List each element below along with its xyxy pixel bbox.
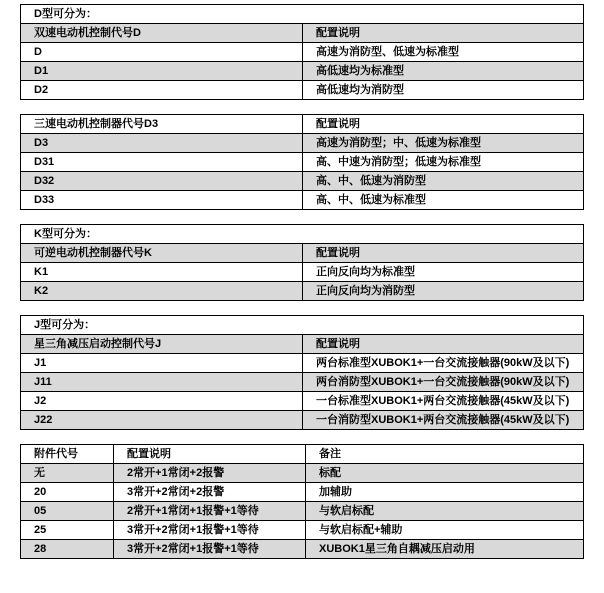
config-cell: 一台消防型XUBOK1+两台交流接触器(45kW及以下) [303,411,584,430]
remark-cell: XUBOK1星三角自耦减压启动用 [306,540,584,559]
code-cell: J22 [21,411,303,430]
config-cell: 正向反向均为消防型 [303,282,584,301]
table-row [21,540,584,559]
remark-cell: 加辅助 [306,483,584,502]
table-row [21,62,584,81]
code-cell: 20 [21,483,114,502]
table-row [21,521,584,540]
table-row [21,172,584,191]
header-row [21,244,584,263]
table-row [21,354,584,373]
code-cell: J2 [21,392,303,411]
config-cell: 正向反向均为标准型 [303,263,584,282]
code-cell: D31 [21,153,303,172]
table-title: D型可分为： [21,5,584,24]
code-cell: J1 [21,354,303,373]
code-cell: K1 [21,263,303,282]
code-cell: K2 [21,282,303,301]
table-row [21,392,584,411]
config-cell: 两台标准型XUBOK1+一台交流接触器(90kW及以下) [303,354,584,373]
table-row [21,263,584,282]
table-row [21,43,584,62]
config-cell: 高、中、低速为标准型 [303,191,584,210]
remark-cell: 与软启标配+辅助 [306,521,584,540]
config-column-header: 配置说明 [303,244,584,263]
code-cell: 28 [21,540,114,559]
config-column-header: 配置说明 [114,445,306,464]
three-speed-d3-table [20,114,584,210]
config-cell: 高低速均为消防型 [303,81,584,100]
table-row [21,464,584,483]
code-cell: D32 [21,172,303,191]
config-cell: 2常开+1常闭+2报警 [114,464,306,483]
table-row [21,134,584,153]
config-cell: 2常开+1常闭+1报警+1等待 [114,502,306,521]
code-cell: D2 [21,81,303,100]
config-cell: 两台消防型XUBOK1+一台交流接触器(90kW及以下) [303,373,584,392]
header-row [21,445,584,464]
config-cell: 高速为消防型、低速为标准型 [303,43,584,62]
config-cell: 3常开+2常闭+1报警+1等待 [114,521,306,540]
code-cell: D3 [21,134,303,153]
table-title: J型可分为： [21,316,584,335]
header-row [21,115,584,134]
code-cell: J11 [21,373,303,392]
table-title-row [21,225,584,244]
remark-cell: 标配 [306,464,584,483]
code-column-header: 可逆电动机控制器代号K [21,244,303,263]
table-row [21,153,584,172]
config-cell: 3常开+2常闭+2报警 [114,483,306,502]
config-cell: 一台标准型XUBOK1+两台交流接触器(45kW及以下) [303,392,584,411]
code-cell: 25 [21,521,114,540]
table-row [21,483,584,502]
remark-cell: 与软启标配 [306,502,584,521]
table-row [21,282,584,301]
reversible-k-table [20,224,584,301]
config-cell: 3常开+2常闭+1报警+1等待 [114,540,306,559]
code-cell: 无 [21,464,114,483]
table-row [21,191,584,210]
code-column-header: 星三角减压启动控制代号J [21,335,303,354]
table-row [21,373,584,392]
code-cell: 05 [21,502,114,521]
table-row [21,411,584,430]
accessory-code-column-header: 附件代号 [21,445,114,464]
config-column-header: 配置说明 [303,24,584,43]
table-title-row [21,5,584,24]
header-row [21,24,584,43]
table-row [21,502,584,521]
table-title-row [21,316,584,335]
config-cell: 高、中速为消防型；低速为标准型 [303,153,584,172]
config-column-header: 配置说明 [303,115,584,134]
header-row [21,335,584,354]
two-speed-d-table [20,4,584,100]
table-title: K型可分为： [21,225,584,244]
code-column-header: 三速电动机控制器代号D3 [21,115,303,134]
star-delta-j-table [20,315,584,430]
code-cell: D [21,43,303,62]
code-column-header: 双速电动机控制代号D [21,24,303,43]
config-cell: 高、中、低速为消防型 [303,172,584,191]
config-column-header: 配置说明 [303,335,584,354]
code-cell: D33 [21,191,303,210]
remark-column-header: 备注 [306,445,584,464]
table-row [21,81,584,100]
config-cell: 高速为消防型；中、低速为标准型 [303,134,584,153]
code-cell: D1 [21,62,303,81]
accessory-code-table [20,444,584,559]
config-cell: 高低速均为标准型 [303,62,584,81]
